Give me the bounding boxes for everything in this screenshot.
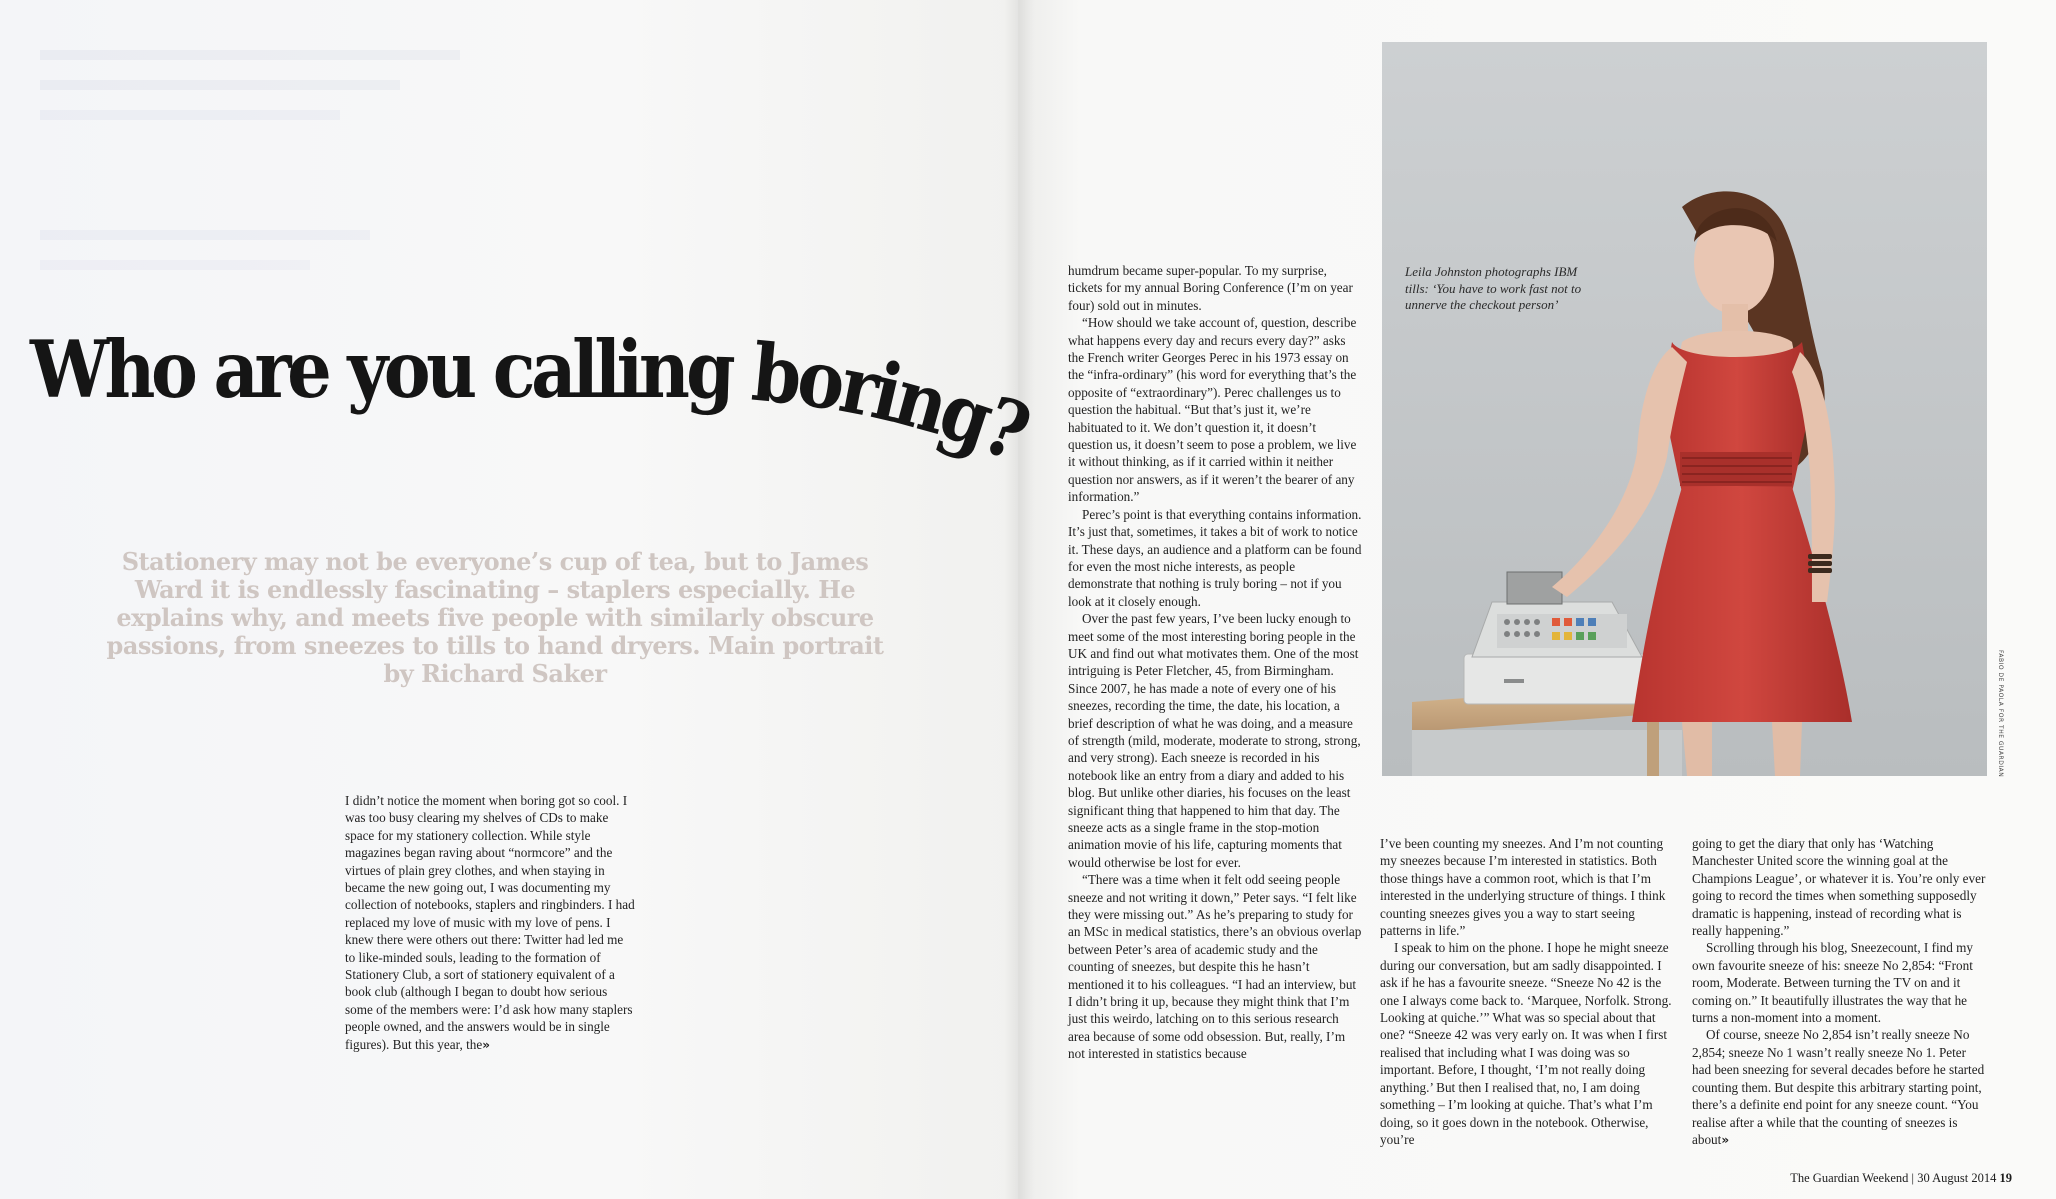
continue-marker: » (482, 1037, 490, 1052)
paragraph: I’ve been counting my sneezes. And I’m not counting my sneezes because I’m interested in statistics. Both those things have a common root, which is that I’m interested in the underlying structure of things. I think counting sneezes gives you a way to start seeing patterns in life.” (1380, 836, 1666, 939)
photo-credit: FABIO DE PAOLA FOR THE GUARDIAN (1997, 650, 2004, 778)
paragraph: “How should we take account of, question, describe what happens every day and recurs every day?” asks the French writer Georges Perec in his 1973 essay on the “infra-ordinary” (his word for everything that’s the opposite of “extraordinary”). Perec challenges us to question the habitual. “But that’s just it, we’re habituated to it. We don’t question it, it doesn’t question us, it doesn’t seem to pose a problem, we live it without thinking, as if it carried within it neither question nor answers, as if it weren’t the bearer of any information.” (1068, 315, 1357, 505)
paragraph-text: I didn’t notice the moment when boring got so cool. I was too busy clearing my shelves of CDs to make space for my stationery collection. While style magazines began raving about “normcore” and the virtues of plain grey clothes, and when staying in became the new going out, I was documenting my collection of notebooks, staplers and ringbinders. I had replaced my love of music with my love of pens. I knew there were others out there: Twitter had led me to like-minded souls, leading to the formation of Stationery Club, a sort of stationery equivalent of a book club (although I began to doubt how serious some of the members were: I’d ask how many staplers people owned, and the answers would be in single figures). But this year, the (345, 793, 635, 1052)
footer-separator: | (1911, 1171, 1915, 1185)
paragraph: Scrolling through his blog, Sneezecount, I find my own favourite sneeze of his: sneeze No 2,854: “Front room, Moderate. Between turning the TV on and it coming on.” It beautifully illustrates the way that he turns a non-moment into a moment. (1692, 940, 1974, 1026)
portrait-photo (1382, 42, 1987, 776)
issue-date: 30 August 2014 (1917, 1171, 1997, 1185)
reverse-ghost-text (40, 40, 600, 286)
paragraph: Perec’s point is that everything contains information. It’s just that, sometimes, it takes a bit of work to notice it. These days, an audience and a platform can be found for even the most niche interests, as people demonstrate that nothing is truly boring – not if you look at it closely enough. (1068, 506, 1362, 609)
page-number: 19 (1999, 1171, 2012, 1185)
headline (30, 322, 1043, 480)
standfirst: Stationery may not be everyone’s cup of tea, but to James Ward it is endlessly fascinating – staplers especially. He explains why, and meets five people with similarly obscure passions, from sneezes to tills to hand dryers. Main portrait by Richard Saker (106, 547, 884, 688)
body-column-1 (345, 792, 635, 1054)
paragraph (345, 792, 635, 1054)
headline-text: Who are you calling boring? (30, 322, 1043, 480)
page-footer (1762, 1171, 2012, 1186)
continue-marker: » (1721, 1132, 1730, 1147)
page-gutter (1004, 0, 1034, 1199)
paragraph (1692, 1026, 1986, 1149)
paragraph: going to get the diary that only has ‘Watching Manchester United score the winning goal at the Champions League’, or whatever it is. You’re only ever going to record the times when something supposedly dramatic is happening, instead of recording what is really happening.” (1692, 836, 1986, 939)
paragraph: humdrum became super-popular. To my surprise, tickets for my annual Boring Conference (I’m on year four) sold out in minutes. (1068, 263, 1353, 313)
publication-name: The Guardian Weekend (1790, 1171, 1909, 1185)
body-column-4 (1692, 835, 1986, 1149)
paragraph-text: Of course, sneeze No 2,854 isn’t really sneeze No 2,854; sneeze No 1 wasn’t really sneeze No 1. Peter had been sneezing for several decades before he started counting them. But despite this arbitrary starting point, there’s a definite end point for any sneeze count. “You realise after a while that the counting of sneezes is about (1692, 1027, 1985, 1147)
paragraph: “There was a time when it felt odd seeing people sneeze and not writing it down,” Peter says. “I felt like they were missing out.” As he’s preparing to study for an MSc in medical statistics, there’s an obvious overlap between Peter’s area of academic study and the counting of sneezes, but despite this he hasn’t mentioned it to his colleagues. “I had an interview, but I didn’t bring it up, because they might think that I’m just this weirdo, latching on to this serious research area because of some odd obsession. But, really, I’m not interested in statistics because (1068, 872, 1362, 1062)
body-column-3 (1380, 835, 1672, 1148)
body-column-2 (1068, 262, 1362, 1063)
paragraph: Over the past few years, I’ve been lucky enough to meet some of the most interesting boring people in the UK and find out what motivates them. One of the most intriguing is Peter Fletcher, 45, from Birmingham. Since 2007, he has made a note of every one of his sneezes, recording the time, the date, his location, a brief description of what he was doing, and a measure of strength (mild, moderate, moderate to strong, strong, and very strong). Each sneeze is recorded in his notebook like an entry from a diary and added to his blog. But unlike other diaries, his focuses on the least significant thing that happened to him that day. The sneeze acts as a single frame in the stop-motion animation movie of his life, capturing moments that would otherwise be lost for ever. (1068, 611, 1361, 870)
headline-svg (30, 322, 1043, 482)
photo-caption: Leila Johnston photographs IBM tills: ‘You have to work fast not to unnerve the checkout person’ (1405, 264, 1582, 312)
paragraph: I speak to him on the phone. I hope he might sneeze during our conversation, but am sadly disappointed. I ask if he has a favourite sneeze. “Sneeze No 42 is the one I always come back to. ‘Marquee, Norfolk. Strong. Looking at quiche.’” What was so special about that one? “Sneeze 42 was very early on. It was when I first realised that including what I was doing was so important. Before, I thought, ‘I’m not really doing anything.’ But then I realised that, no, I am doing something – I’m looking at quiche. That’s what I’m doing, so it goes down in the notebook. Otherwise, you’re (1380, 940, 1672, 1147)
portrait-illustration (1382, 42, 1987, 776)
ghost-shapes (40, 40, 600, 280)
